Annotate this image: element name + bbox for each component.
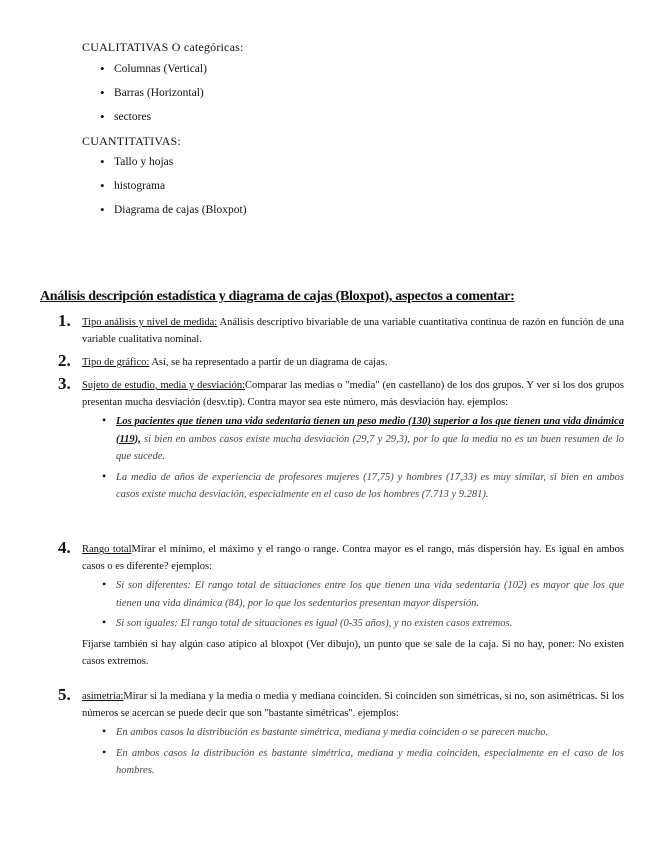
list-item: • histograma <box>100 178 166 193</box>
item-number: 1. <box>58 311 71 330</box>
list-item: • Los pacientes que tienen una vida sedentaria tienen un peso medio (130) superior a los que tienen una vida dinámica (119), si bien en ambos casos existe mucha desviación (29,7 y 29,3), por lo que la media no es un buen resumen de lo que sucede. <box>102 413 624 462</box>
item-number: 3. <box>58 374 71 393</box>
analisis-title: Análisis descripción estadística y diagrama de cajas (Bloxpot), aspectos a comentar: <box>40 289 515 304</box>
list-item: • Si son diferentes: El rango total de situaciones entre los que tienen una vida sedentaria (102) es mayor que los que tienen una vida dinámica (84), por lo que los sedentarios presentan mayor dispersión. <box>102 577 624 609</box>
item-number: 4. <box>58 538 71 557</box>
bullet-icon: • <box>102 724 107 738</box>
analisis-item-1 <box>58 311 625 348</box>
bullet-icon: • <box>102 615 107 629</box>
cuantitativas-heading: CUANTITATIVAS: <box>82 134 181 148</box>
bullet-icon: • <box>102 744 107 759</box>
list-item: • En ambos casos la distribución es bastante simétrica, mediana y media coinciden, especialmente en el caso de los hombres. <box>102 744 624 776</box>
bullet-icon: • <box>100 154 105 169</box>
item-text: Sujeto de estudio, media y desviación:Comparar las medias o "media" (en castellano) de los dos grupos. Y ver si los dos grupos presentan mucha desviación (desv.tip). Contra mayor sea este número, más desviación hay. ejemplos: <box>82 380 624 408</box>
list-item: • Tallo y hojas <box>100 154 174 169</box>
list-item: • La media de años de experiencia de profesores mujeres (17,75) y hombres (17,33) es muy similar, si bien en ambos casos existe mucha desviación, especialmente en el caso de los hombres (7.713 y 9.281). <box>102 468 624 500</box>
examples-list <box>102 724 624 780</box>
list-item: • En ambos casos la distribución es bastante simétrica, mediana y media coinciden o se parecen mucho. <box>116 724 624 742</box>
item-text: Rango totalMirar el mínimo, el máximo y el rango o range. Contra mayor es el rango, más dispersión hay. Es igual en ambos casos o es diferente? ejemplos: <box>82 544 624 572</box>
list-item: • Columnas (Vertical) <box>100 61 207 76</box>
item-label: Rango total <box>82 544 132 555</box>
item-text: asimetría:Mirar si la mediana y la media o media y mediana coinciden. Si coinciden son simétricas, si no, son asimétricas. Si los números se acercan se puede decir que son "bastante simétricas". ejemplos: <box>82 691 624 719</box>
cuantitativas-list <box>100 154 247 226</box>
bullet-icon: • <box>100 61 105 76</box>
item-number: 2. <box>58 351 71 370</box>
item-label: asimetría: <box>82 691 124 702</box>
bullet-icon: • <box>100 202 105 217</box>
examples-list <box>102 413 624 504</box>
examples-list <box>102 577 624 633</box>
list-item: • Si son iguales: El rango total de situaciones es igual (0-35 años), y no existen casos extremos. <box>116 615 624 633</box>
analisis-item-2 <box>58 351 624 371</box>
item-number: 5. <box>58 685 71 704</box>
bullet-icon: • <box>102 468 107 483</box>
item-note: Fijarse también si hay algún caso atípico al bloxpot (Ver dibujo), un punto que se sale de la caja. Si no hay, poner: No existen casos extremos. <box>82 638 624 667</box>
item-label: Tipo de gráfico: <box>82 357 150 368</box>
item-label: Sujeto de estudio, media y desviación: <box>82 380 245 391</box>
cualitativas-list <box>100 61 207 133</box>
item-text: Tipo de gráfico: Así, se ha representado a partir de un diagrama de cajas. <box>82 357 388 368</box>
item-text: Tipo análisis y nivel de medida: Análisis descriptivo bivariable de una variable cuantitativa continua de razón en función de una variable cualitativa nominal. <box>82 317 625 345</box>
cualitativas-heading: CUALITATIVAS O categóricas: <box>82 40 244 54</box>
list-item: • Barras (Horizontal) <box>100 85 204 100</box>
bullet-icon: • <box>100 85 105 100</box>
bullet-icon: • <box>102 413 107 427</box>
analisis-item-3 <box>58 374 624 507</box>
bullet-icon: • <box>100 109 105 124</box>
list-item: • Diagrama de cajas (Bloxpot) <box>100 202 247 217</box>
bullet-icon: • <box>102 577 107 591</box>
analisis-item-5 <box>58 685 624 783</box>
analisis-item-4 <box>58 538 624 670</box>
list-item: • sectores <box>100 109 152 124</box>
bullet-icon: • <box>100 178 105 193</box>
item-label: Tipo análisis y nivel de medida: <box>82 317 218 328</box>
